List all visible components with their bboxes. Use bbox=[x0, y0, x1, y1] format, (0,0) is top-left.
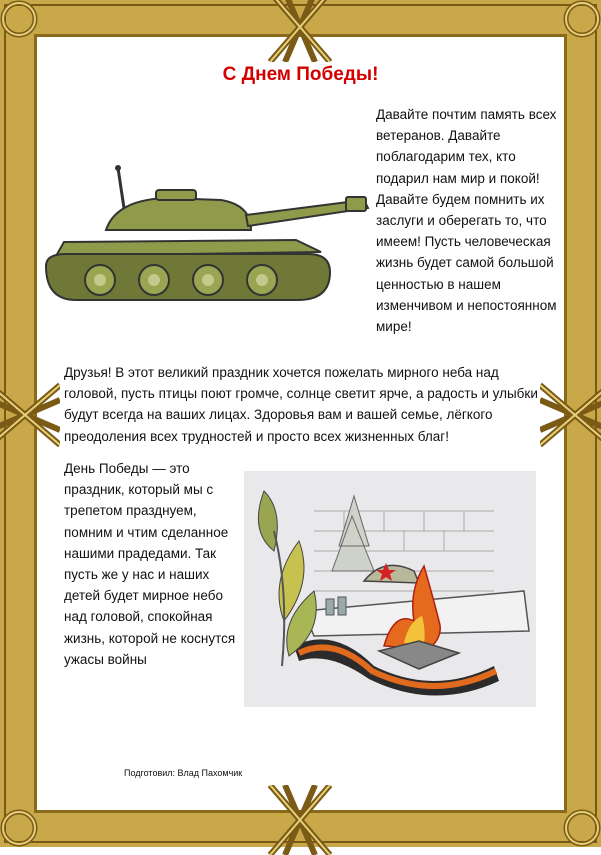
paragraph-veterans: Давайте почтим память всех ветеранов. Давайте поблагодарим тех, кто подарил нам мир и покой! Давайте будем помнить их заслуги и оберегать то, что имеем! Пусть человеческая жизнь будет самой большой ценностью в нашем изменчивом и непостоянном мире! bbox=[376, 107, 557, 335]
frame-knot-top bbox=[265, 0, 335, 62]
frame-corner-bottom-right bbox=[557, 803, 601, 853]
frame-knot-right bbox=[540, 380, 601, 450]
tank-illustration bbox=[36, 160, 372, 310]
paragraph-wishes: Друзья! В этот великий праздник хочется пожелать мирного неба над головой, пусть птицы поют громче, солнце светит ярче, а радость и улыбки будут всегда на ваших лицах. Здоровья вам и вашей семье, лёгкого преодоления всех трудностей и просто всех жизненных благ! bbox=[64, 365, 538, 444]
frame-corner-bottom-left bbox=[0, 803, 44, 853]
paragraph-victory-day: День Победы — это праздник, который мы с трепетом празднуем, помним и чтим сделанное нашими прадедами. Так пусть же у нас и наших детей будет мирное небо над головой, спокойная жизнь, которой не коснутся ужасы войны bbox=[64, 461, 236, 667]
frame-corner-top-left bbox=[0, 0, 44, 44]
page-title: С Днем Победы! bbox=[222, 64, 379, 85]
memorial-drawing bbox=[244, 471, 536, 707]
frame-knot-left bbox=[0, 380, 60, 450]
frame-knot-bottom bbox=[265, 785, 335, 855]
frame-corner-top-right bbox=[557, 0, 601, 44]
author-credit: Подготовил: Влад Пахомчик bbox=[124, 768, 243, 778]
